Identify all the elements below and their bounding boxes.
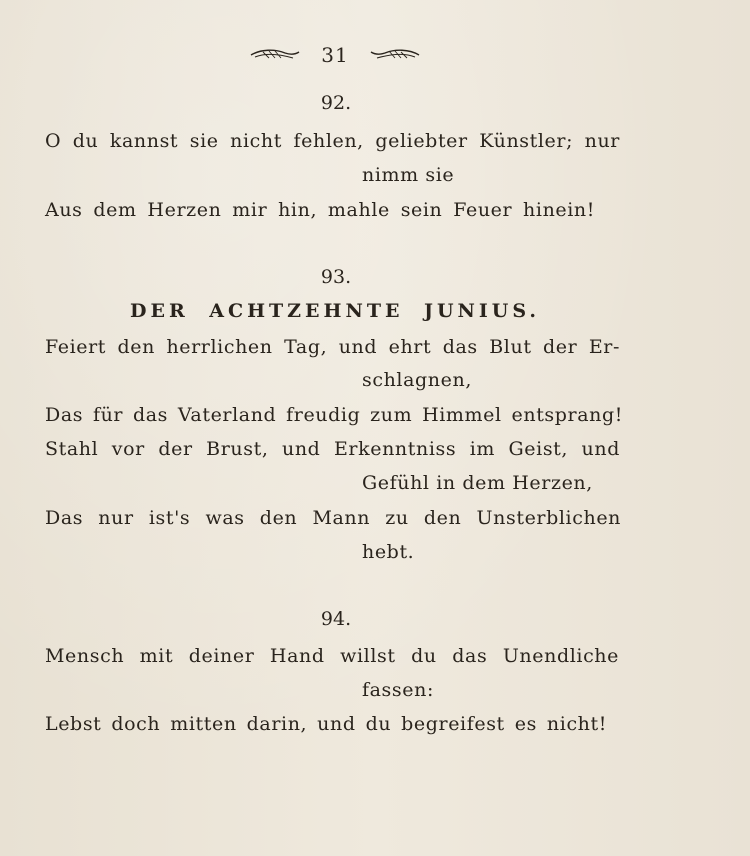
page-header bbox=[0, 40, 670, 70]
epigram-number: 92. bbox=[320, 92, 352, 114]
verse-line: Mensch mit deiner Hand willst du das Unendliche bbox=[45, 645, 619, 667]
verse-line: Das für das Vaterland freudig zum Himmel entsprang! bbox=[45, 404, 623, 426]
verse-line: Feiert den herrlichen Tag, und ehrt das Blut der Er- bbox=[45, 336, 620, 358]
left-ornament-icon bbox=[249, 48, 301, 62]
verse-line-continuation: Gefühl in dem Herzen, bbox=[362, 472, 593, 494]
verse-line: O du kannst sie nicht fehlen, geliebter Künstler; nur bbox=[45, 130, 620, 152]
epigram-number: 94. bbox=[320, 608, 352, 630]
verse-line: Stahl vor der Brust, und Erkenntniss im Geist, und bbox=[45, 438, 620, 460]
verse-line-continuation: schlagnen, bbox=[362, 369, 472, 391]
verse-line-continuation: nimm sie bbox=[362, 164, 455, 186]
verse-line: Aus dem Herzen mir hin, mahle sein Feuer hinein! bbox=[45, 199, 595, 221]
verse-line: Das nur ist's was den Mann zu den Unsterblichen bbox=[45, 507, 621, 529]
epigram-number: 93. bbox=[320, 266, 352, 288]
epigram-title: DER ACHTZEHNTE JUNIUS. bbox=[130, 300, 540, 322]
verse-line-continuation: fassen: bbox=[362, 679, 434, 701]
right-ornament-icon bbox=[369, 48, 421, 62]
verse-line-continuation: hebt. bbox=[362, 541, 415, 563]
verse-line: Lebst doch mitten darin, und du begreifest es nicht! bbox=[45, 713, 607, 735]
page-number: 31 bbox=[321, 43, 349, 67]
